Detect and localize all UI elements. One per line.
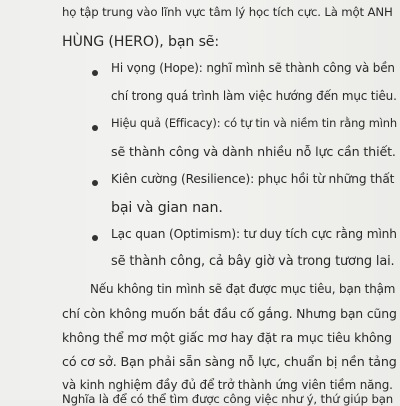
bullet-text-line-1: Hiệu quả (Efficacy): có tự tin và niềm tin rằng mình: [111, 116, 397, 130]
bullet-text-line-1: Lạc quan (Optimism): tư duy tích cực rằng mình: [111, 227, 397, 241]
bullet-text-line-2: sẽ thành công và dành nhiều nỗ lực cần thiết.: [111, 144, 396, 159]
paragraph-line-4: có cơ sở. Bạn phải sẵn sàng nỗ lực, chuẩn bị nền tảng: [62, 354, 397, 369]
intro-line-2: HÙNG (HERO), bạn sẽ:: [62, 34, 220, 50]
bullet-text-line-1: Hi vọng (Hope): nghĩ mình sẽ thành công và bền: [111, 61, 395, 75]
bullet-text-line-1: Kiên cường (Resilience): phục hồi từ những thất: [111, 172, 395, 186]
bullet-dot: [92, 180, 98, 186]
bullet-dot: [92, 70, 98, 76]
intro-line-1: họ tập trung vào lĩnh vực tâm lý học tích cực. Là một ANH: [62, 5, 393, 19]
bullet-dot: [92, 235, 98, 241]
paragraph-line-3: không thể mơ một giấc mơ hay đặt ra mục tiêu không: [62, 330, 392, 345]
bullet-dot: [92, 125, 98, 131]
paragraph-line-5: và kinh nghiệm đầy đủ để trở thành ứng viên tiềm năng.: [62, 378, 393, 392]
paragraph-line-6: Nghĩa là để có thể tìm được công việc như ý, thứ giúp bạn: [62, 392, 394, 406]
paragraph-line-1: Nếu không tin mình sẽ đạt được mục tiêu, bạn thậm: [90, 282, 396, 296]
bullet-text-line-2: bại và gian nan.: [111, 200, 223, 216]
bullet-text-line-2: chí trong quá trình làm việc hướng đến mục tiêu.: [111, 89, 397, 103]
bullet-text-line-2: sẽ thành công, cả bây giờ và trong tương lai.: [111, 254, 395, 269]
paragraph-line-2: chí còn không muốn bắt đầu cố gắng. Nhưng bạn cũng: [62, 306, 397, 321]
